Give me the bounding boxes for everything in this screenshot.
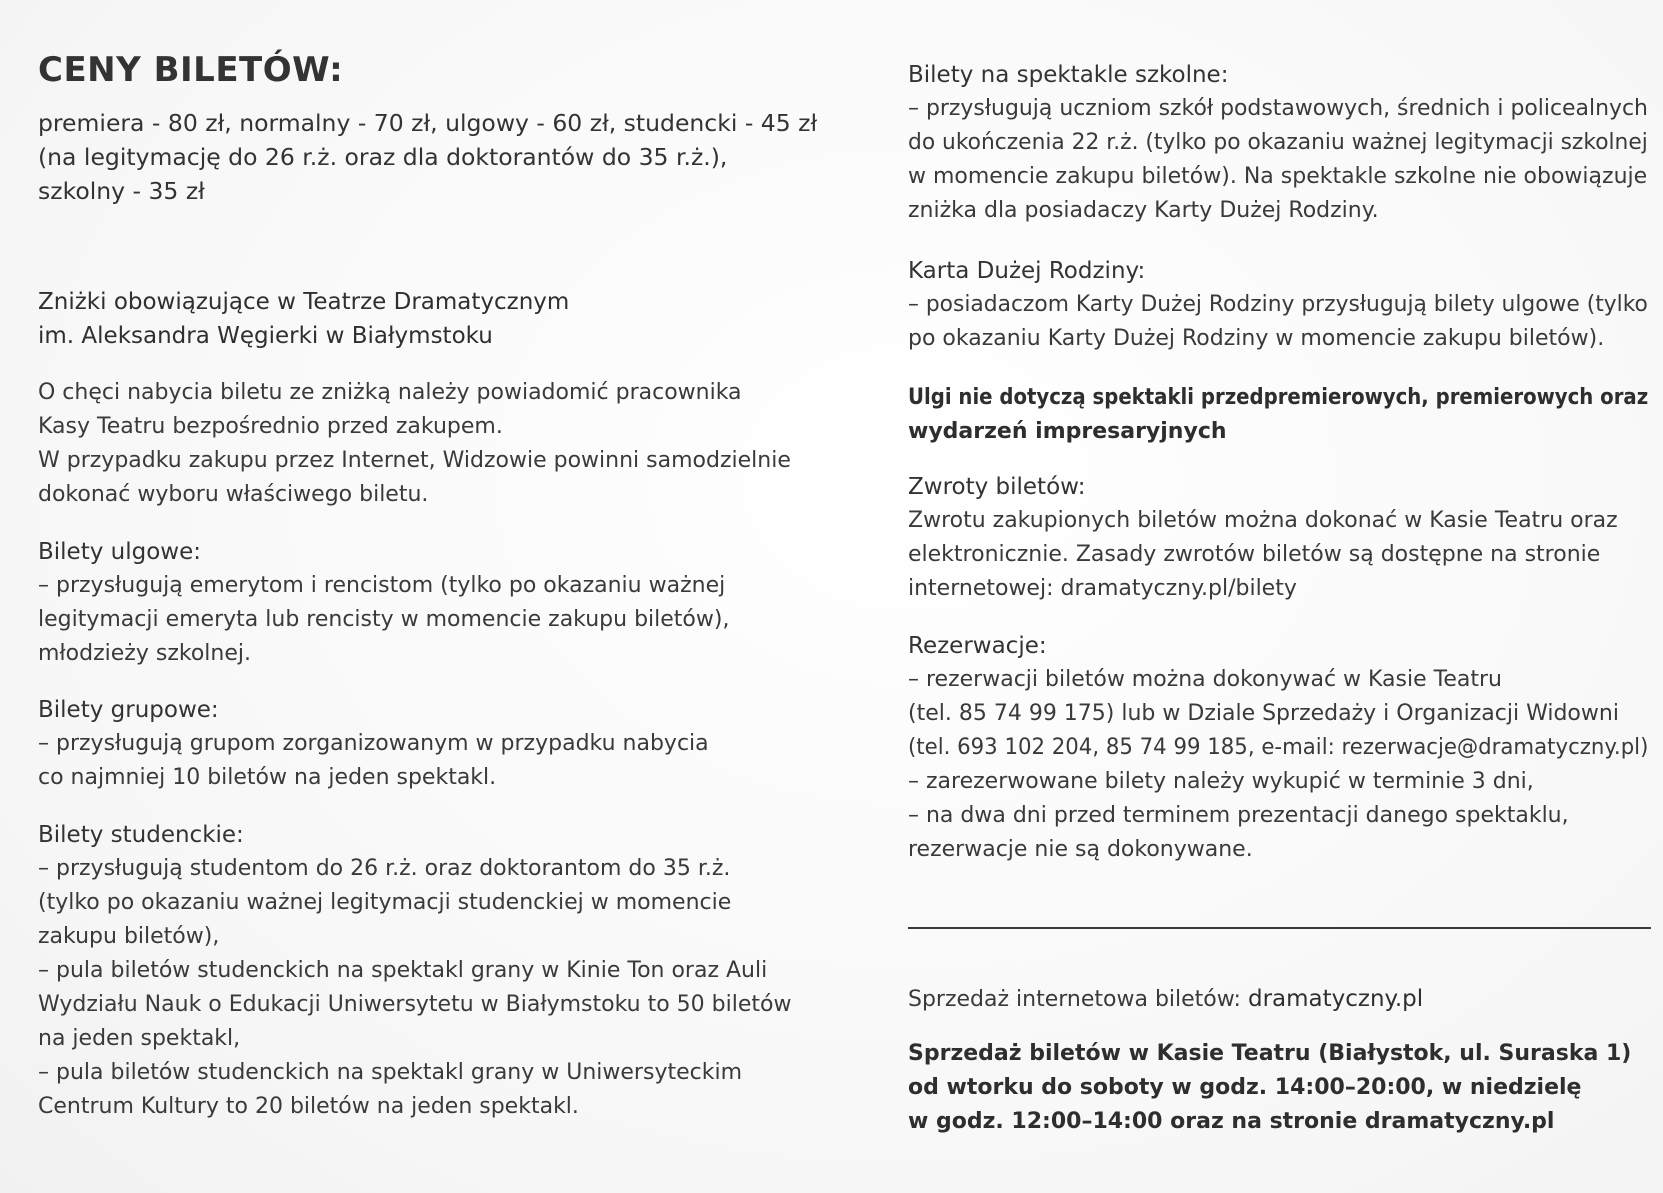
section-line: (tel. 693 102 204, 85 74 99 185, e-mail: rezerwacje@dramatyczny.pl) <box>908 735 1649 760</box>
section-line: elektronicznie. Zasady zwrotów biletów są dostępne na stronie <box>908 542 1601 567</box>
box-office-info <box>908 1037 1648 1139</box>
section-line: – pula biletów studenckich na spektakl grany w Uniwersyteckim <box>38 1060 742 1085</box>
discounts-intro-line: im. Aleksandra Węgierki w Białymstoku <box>38 323 493 349</box>
section-heading: Rezerwacje: <box>908 633 1047 659</box>
section-line: – posiadaczom Karty Dużej Rodziny przysługują bilety ulgowe (tylko <box>908 292 1648 317</box>
section-line: internetowej: dramatyczny.pl/bilety <box>908 576 1297 601</box>
group-tickets-section <box>38 693 818 795</box>
section-line: młodzieży szkolnej. <box>38 641 251 666</box>
reduced-tickets-section <box>38 535 818 671</box>
section-line: rezerwacje nie są dokonywane. <box>908 837 1253 862</box>
discount-notice <box>38 376 818 512</box>
section-heading: Bilety ulgowe: <box>38 539 201 565</box>
notice-line: dokonać wyboru właściwego biletu. <box>38 482 429 507</box>
section-line: Centrum Kultury to 20 biletów na jeden spektakl. <box>38 1094 579 1119</box>
online-sales-label: Sprzedaż internetowa biletów: <box>908 987 1248 1012</box>
online-sales-line <box>908 982 1648 1017</box>
section-heading: Karta Dużej Rodziny: <box>908 258 1146 284</box>
section-line: w momencie zakupu biletów). Na spektakle szkolne nie obowiązuje <box>908 164 1648 189</box>
online-sales <box>908 982 1648 1017</box>
section-line: do ukończenia 22 r.ż. (tylko po okazaniu ważnej legitymacji szkolnej <box>908 130 1648 155</box>
section-line: – przysługują studentom do 26 r.ż. oraz doktorantom do 35 r.ż. <box>38 856 731 881</box>
section-line: na jeden spektakl, <box>38 1026 241 1051</box>
family-card-section <box>908 254 1648 356</box>
price-list <box>38 106 818 208</box>
section-line: legitymacji emeryta lub rencisty w momencie zakupu biletów), <box>38 607 730 632</box>
discounts-intro-line: Zniżki obowiązujące w Teatrze Dramatycznym <box>38 289 570 315</box>
section-line: po okazaniu Karty Dużej Rodziny w momencie zakupu biletów). <box>908 326 1605 351</box>
box-office-line: Sprzedaż biletów w Kasie Teatru (Białystok, ul. Suraska 1) <box>908 1041 1632 1066</box>
section-line: – rezerwacji biletów można dokonywać w Kasie Teatru <box>908 667 1502 692</box>
price-line: (na legitymację do 26 r.ż. oraz dla doktorantów do 35 r.ż.), <box>38 143 728 171</box>
exclusions-note <box>908 381 1648 449</box>
section-heading: Bilety na spektakle szkolne: <box>908 62 1229 88</box>
exclusions-line: wydarzeń impresaryjnych <box>908 419 1227 444</box>
section-heading: Bilety studenckie: <box>38 822 244 848</box>
notice-line: O chęci nabycia biletu ze zniżką należy powiadomić pracownika <box>38 380 742 405</box>
section-line: (tel. 85 74 99 175) lub w Dziale Sprzedaży i Organizacji Widowni <box>908 701 1619 726</box>
notice-line: Kasy Teatru bezpośrednio przed zakupem. <box>38 414 503 439</box>
notice-line: W przypadku zakupu przez Internet, Widzowie powinni samodzielnie <box>38 448 791 473</box>
section-line: (tylko po okazaniu ważnej legitymacji studenckiej w momencie <box>38 890 732 915</box>
section-line: – przysługują grupom zorganizowanym w przypadku nabycia <box>38 731 709 756</box>
section-line: – pula biletów studenckich na spektakl grany w Kinie Ton oraz Auli <box>38 958 768 983</box>
section-line: – na dwa dni przed terminem prezentacji danego spektaklu, <box>908 803 1569 828</box>
student-tickets-section <box>38 818 818 1124</box>
box-office-line: w godz. 12:00–14:00 oraz na stronie dramatyczny.pl <box>908 1109 1555 1134</box>
section-line: Zwrotu zakupionych biletów można dokonać w Kasie Teatru oraz <box>908 508 1618 533</box>
price-line: premiera - 80 zł, normalny - 70 zł, ulgowy - 60 zł, studencki - 45 zł <box>38 109 818 137</box>
section-line: – przysługują emerytom i rencistom (tylko po okazaniu ważnej <box>38 573 726 598</box>
school-tickets-section <box>908 58 1648 228</box>
section-line: – zarezerwowane bilety należy wykupić w terminie 3 dni, <box>908 769 1534 794</box>
section-line: co najmniej 10 biletów na jeden spektakl. <box>38 765 497 790</box>
exclusions-line: Ulgi nie dotyczą spektakli przedpremierowych, premierowych oraz <box>908 385 1649 410</box>
section-heading: Zwroty biletów: <box>908 474 1086 500</box>
online-sales-site: dramatyczny.pl <box>1247 986 1424 1012</box>
discounts-intro <box>38 285 818 353</box>
box-office-line: od wtorku do soboty w godz. 14:00–20:00, w niedzielę <box>908 1075 1582 1100</box>
section-divider <box>908 927 1651 929</box>
section-heading: Bilety grupowe: <box>38 697 219 723</box>
page-title: CENY BILETÓW: <box>38 50 344 90</box>
returns-section <box>908 470 1648 606</box>
section-line: zniżka dla posiadaczy Karty Dużej Rodziny. <box>908 198 1379 223</box>
section-line: – przysługują uczniom szkół podstawowych, średnich i policealnych <box>908 96 1648 121</box>
price-line: szkolny - 35 zł <box>38 177 205 205</box>
section-line: Wydziału Nauk o Edukacji Uniwersytetu w Białymstoku to 50 biletów <box>38 992 792 1017</box>
reservations-section <box>908 629 1648 867</box>
section-line: zakupu biletów), <box>38 924 220 949</box>
